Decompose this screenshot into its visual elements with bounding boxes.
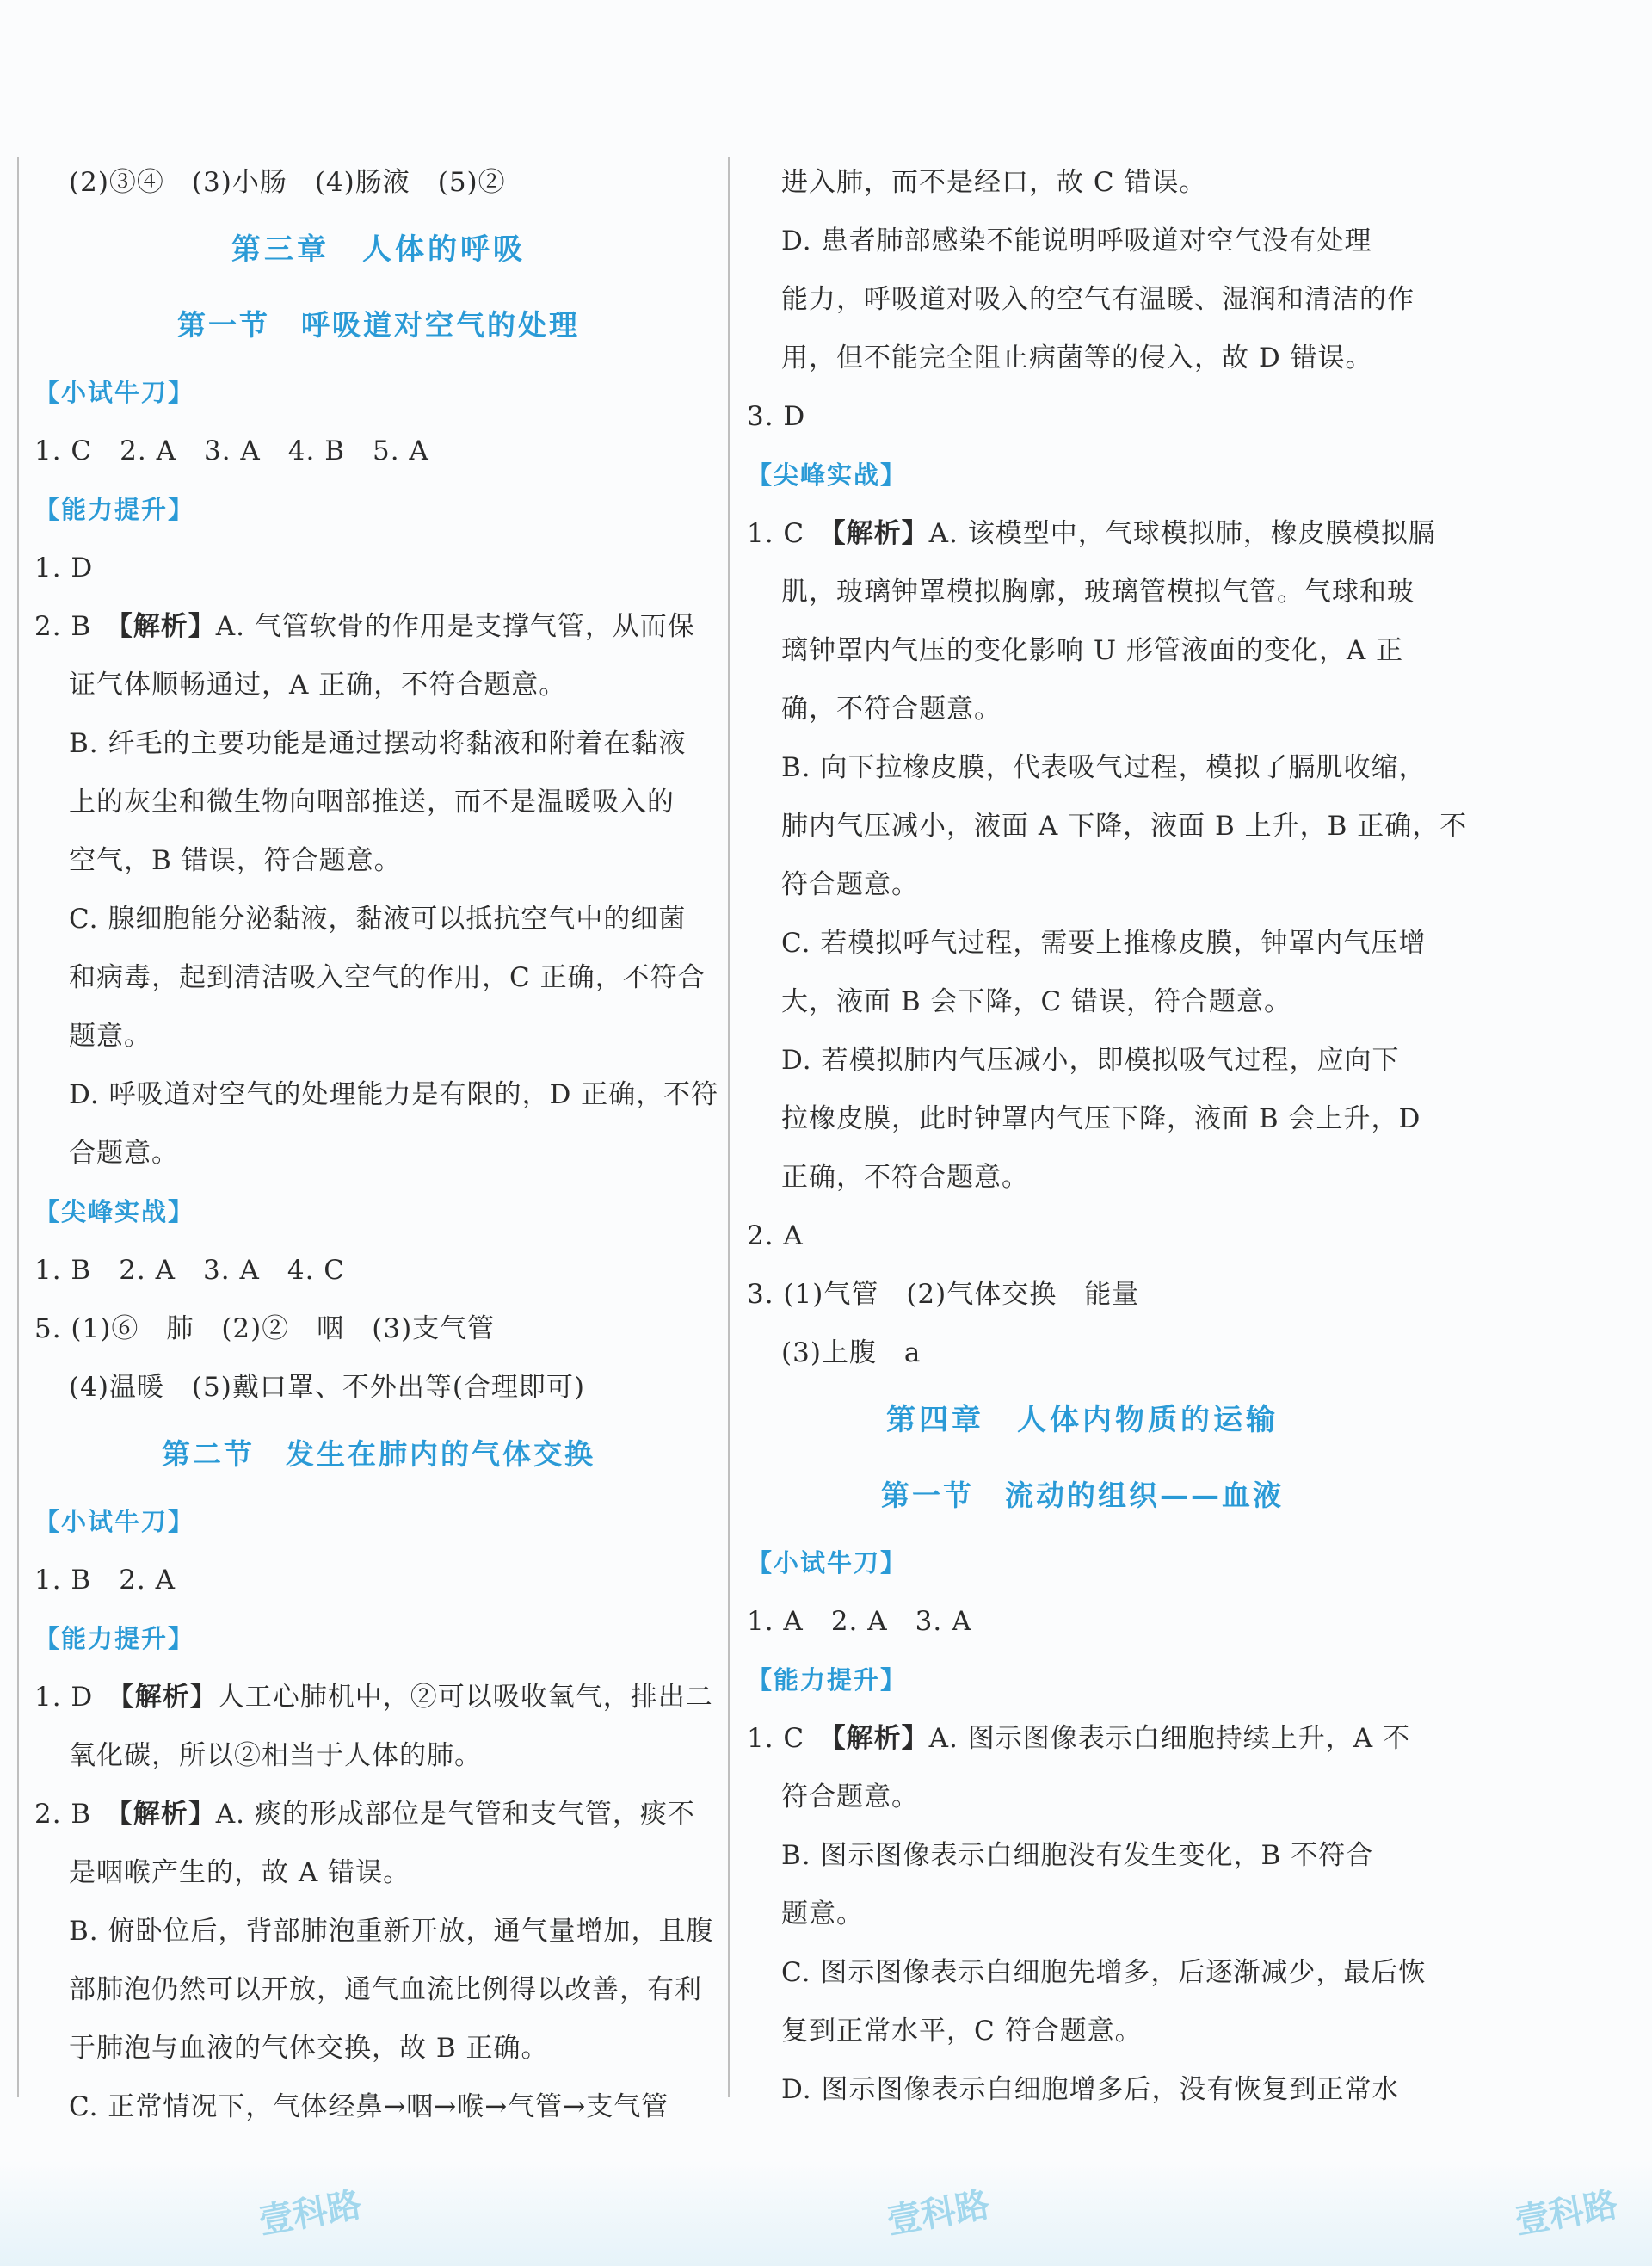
section-heading: 第一节 呼吸道对空气的处理	[177, 308, 580, 342]
subsection-label: 【能力提升】	[34, 495, 195, 524]
question-number: 2. B	[34, 611, 120, 642]
answer-line: B. 图示图像表示白细胞没有发生变化，B 不符合	[781, 1840, 1374, 1871]
analysis-tag: 【解析】	[832, 518, 929, 549]
answer-line: 空气，B 错误，符合题意。	[69, 845, 402, 876]
answer-line: 复到正常水平，C 符合题意。	[781, 2016, 1143, 2047]
answer-line: 大，液面 B 会下降，C 错误，符合题意。	[781, 986, 1292, 1017]
right-column	[747, 153, 1468, 2119]
watermark-logo: 壹科路	[1512, 2184, 1621, 2243]
answer-line: 2. A	[747, 1220, 804, 1251]
subsection-label: 【能力提升】	[34, 1624, 195, 1653]
answer-line: D. 患者肺部感染不能说明呼吸道对空气没有处理	[781, 225, 1372, 256]
subsection-label: 【小试牛刀】	[747, 1548, 908, 1578]
answer-line: 拉橡皮膜，此时钟罩内气压下降，液面 B 会上升，D	[781, 1103, 1421, 1134]
analysis-tag: 【解析】	[120, 1682, 218, 1713]
answer-line: C. 图示图像表示白细胞先增多，后逐渐减少，最后恢	[781, 1957, 1427, 1988]
answer-line	[34, 1785, 723, 1843]
subsection-label: 【尖峰实战】	[34, 1197, 195, 1226]
answer-line: 题意。	[69, 1021, 151, 1052]
answer-line: B. 纤毛的主要功能是通过摆动将黏液和附着在黏液	[69, 728, 687, 759]
answer-line: 1. B 2. A 3. A 4. C	[34, 1255, 345, 1286]
answer-line: 用，但不能完全阻止病菌等的侵入，故 D 错误。	[781, 343, 1373, 374]
question-number: 1. C	[747, 518, 833, 549]
answer-line: 符合题意。	[781, 1781, 919, 1812]
answer-line: 和病毒，起到清洁吸入空气的作用，C 正确，不符合	[69, 962, 706, 993]
answer-line: B. 向下拉橡皮膜，代表吸气过程，模拟了膈肌收缩，	[781, 752, 1427, 783]
left-margin-rule	[17, 157, 19, 2097]
answer-line: 肌，玻璃钟罩模拟胸廓，玻璃管模拟气管。气球和玻	[781, 577, 1415, 608]
answer-line: 1. B 2. A	[34, 1565, 176, 1596]
chapter-heading: 第四章 人体内物质的运输	[886, 1403, 1279, 1437]
chapter-heading: 第三章 人体的呼吸	[231, 232, 526, 267]
answer-line: 上的灰尘和微生物向咽部推送，而不是温暖吸入的	[69, 787, 675, 818]
footer-band	[0, 2160, 1652, 2266]
question-number: 1. C	[747, 1723, 833, 1754]
answer-line: (4)温暖 (5)戴口罩、不外出等(合理即可)	[69, 1372, 586, 1403]
answer-line: 证气体顺畅通过，A 正确，不符合题意。	[69, 670, 567, 701]
answer-line	[34, 597, 723, 656]
answer-line: 氧化碳，所以②相当于人体的肺。	[69, 1740, 482, 1771]
answer-line: D. 呼吸道对空气的处理能力是有限的，D 正确，不符	[69, 1079, 719, 1110]
answer-line: 能力，呼吸道对吸入的空气有温暖、湿润和清洁的作	[781, 284, 1415, 315]
answer-text: A. 痰的形成部位是气管和支气管，痰不	[215, 1799, 695, 1830]
answer-line	[747, 504, 1436, 563]
column-divider	[728, 157, 730, 2097]
answer-text: A. 该模型中，气球模拟肺，橡皮膜模拟膈	[928, 518, 1436, 549]
answer-text: A. 图示图像表示白细胞持续上升，A 不	[928, 1723, 1410, 1754]
answer-line: 于肺泡与血液的气体交换，故 B 正确。	[69, 2033, 549, 2064]
answer-line: 符合题意。	[781, 869, 919, 900]
answer-line: B. 俯卧位后，背部肺泡重新开放，通气量增加，且腹	[69, 1916, 714, 1947]
answer-line: 1. A 2. A 3. A	[747, 1606, 972, 1637]
answer-line: 进入肺，而不是经口，故 C 错误。	[781, 167, 1207, 198]
answer-line	[747, 1709, 1418, 1768]
answer-line: 璃钟罩内气压的变化影响 U 形管液面的变化，A 正	[781, 635, 1404, 666]
left-column	[34, 153, 723, 2136]
answer-line: 5. (1)⑥ 肺 (2)② 咽 (3)支气管	[34, 1313, 496, 1344]
watermark-logo: 壹科路	[256, 2184, 365, 2243]
answer-line: C. 腺细胞能分泌黏液，黏液可以抵抗空气中的细菌	[69, 904, 687, 935]
answer-line: C. 正常情况下，气体经鼻→咽→喉→气管→支气管	[69, 2091, 669, 2122]
answer-line	[34, 1668, 723, 1726]
answer-line: 3. D	[747, 401, 806, 432]
answer-line: (2)③④ (3)小肠 (4)肠液 (5)②	[69, 167, 506, 198]
answer-line: 确，不符合题意。	[781, 694, 1002, 725]
question-number: 1. D	[34, 1682, 121, 1713]
analysis-tag: 【解析】	[832, 1723, 929, 1754]
answer-line: D. 图示图像表示白细胞增多后，没有恢复到正常水	[781, 2074, 1400, 2105]
answer-line: (3)上腹 a	[781, 1337, 922, 1368]
subsection-label: 【小试牛刀】	[34, 1507, 195, 1536]
subsection-label: 【小试牛刀】	[34, 378, 195, 407]
watermark-logo: 壹科路	[884, 2184, 993, 2243]
subsection-label: 【能力提升】	[747, 1665, 908, 1695]
answer-text: 人工心肺机中，②可以吸收氧气，排出二	[217, 1682, 713, 1713]
answer-line: 正确，不符合题意。	[781, 1162, 1029, 1193]
section-heading: 第一节 流动的组织——血液	[881, 1479, 1284, 1512]
analysis-tag: 【解析】	[119, 1799, 216, 1830]
answer-line: D. 若模拟肺内气压减小，即模拟吸气过程，应向下	[781, 1045, 1400, 1076]
answer-line: 1. D	[34, 553, 94, 583]
answer-text: A. 气管软骨的作用是支撑气管，从而保	[215, 611, 695, 642]
answer-line: 肺内气压减小，液面 A 下降，液面 B 上升，B 正确，不	[781, 811, 1468, 842]
section-heading: 第二节 发生在肺内的气体交换	[162, 1437, 595, 1471]
answer-line: 1. C 2. A 3. A 4. B 5. A	[34, 435, 429, 466]
answer-line: C. 若模拟呼气过程，需要上推橡皮膜，钟罩内气压增	[781, 928, 1427, 959]
answer-line: 合题意。	[69, 1138, 179, 1169]
answer-line: 3. (1)气管 (2)气体交换 能量	[747, 1279, 1140, 1310]
question-number: 2. B	[34, 1799, 120, 1830]
subsection-label: 【尖峰实战】	[747, 460, 908, 490]
answer-line: 是咽喉产生的，故 A 错误。	[69, 1857, 411, 1888]
answer-line: 题意。	[781, 1899, 864, 1929]
answer-line: 部肺泡仍然可以开放，通气血流比例得以改善，有利	[69, 1974, 702, 2005]
analysis-tag: 【解析】	[119, 611, 216, 642]
